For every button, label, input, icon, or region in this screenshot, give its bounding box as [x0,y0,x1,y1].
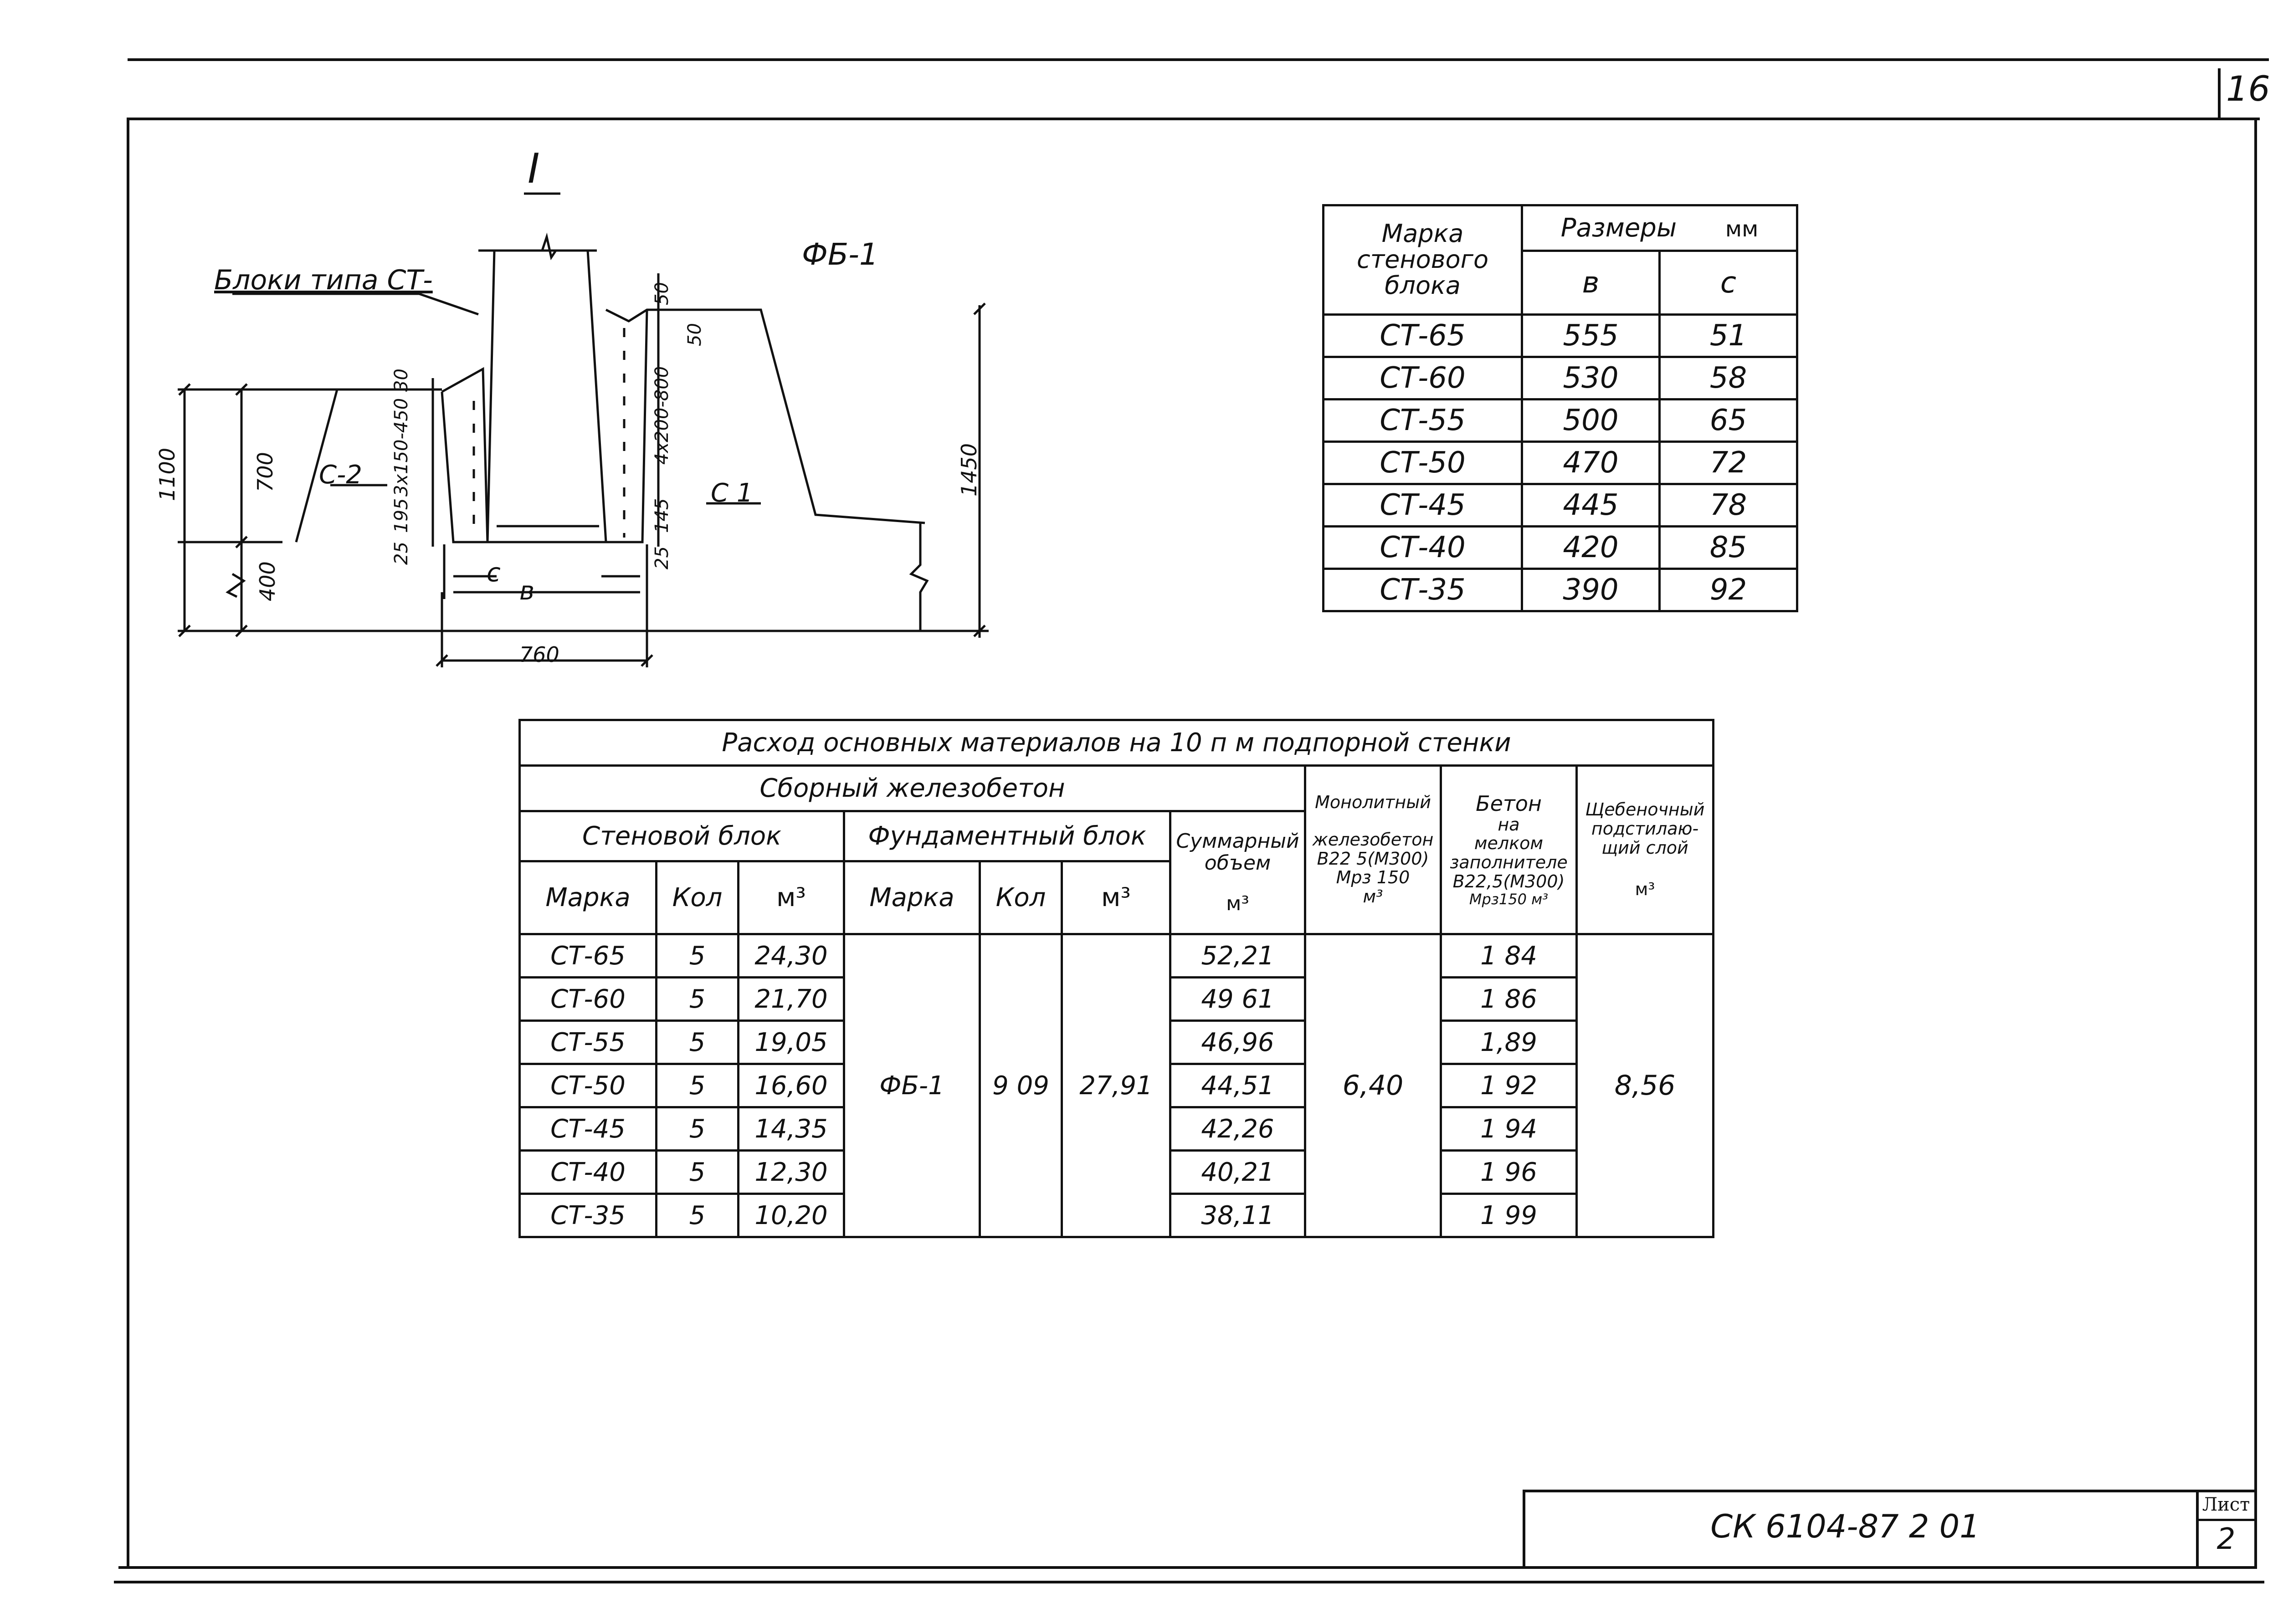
fine-concrete-cell: 1 92 [1441,1064,1577,1107]
wall-cell-m3: 19,05 [739,1021,844,1064]
total-cell: 42,26 [1170,1107,1305,1151]
sizes-cell-b: 500 [1522,400,1660,442]
sizes-header-mark: Марка стенового блока [1324,205,1522,315]
total-cell: 44,51 [1170,1064,1305,1107]
wall-cell-mark: СТ-35 [520,1194,657,1237]
monolith-cell: 6,40 [1305,934,1441,1237]
sizes-cell-c: 85 [1660,527,1797,569]
sizes-cell-b: 445 [1522,484,1660,527]
top-trim-line [128,58,2269,61]
bottom-trim-line [114,1581,2264,1583]
materials-title: Расход основных материалов на 10 п м подпорной стенки [520,720,1714,766]
wall-cell-mark: СТ-50 [520,1064,657,1107]
fine-concrete-cell: 1 94 [1441,1107,1577,1151]
sizes-cell-c: 78 [1660,484,1797,527]
header-monolith-line: Монолитный [1315,792,1431,812]
wall-cell-m3: 14,35 [739,1107,844,1151]
dim-50-b: 50 [684,323,705,346]
dim-4x200: 4x200-800 [652,366,672,465]
header-gravel [1577,766,1714,934]
total-cell: 46,96 [1170,1021,1305,1064]
sizes-cell-mark: СТ-60 [1324,357,1522,400]
stamp-sheet-divider-h [2196,1519,2255,1521]
fine-concrete-cell: 1 96 [1441,1151,1577,1194]
header-total-unit: м³ [1226,891,1249,915]
wall-cell-mark: СТ-55 [520,1021,657,1064]
retaining-wall-section-drawing [150,137,1039,711]
header-monolith-line: железобетон [1312,829,1434,850]
sizes-header-sizes [1522,205,1797,251]
fine-concrete-cell: 1 99 [1441,1194,1577,1237]
total-cell: 38,11 [1170,1194,1305,1237]
section-mark-label: I [528,145,540,193]
b-dim-label: в [519,576,535,606]
header-monolith [1305,766,1441,934]
header-precast: Сборный железобетон [520,766,1305,811]
header-wall-mark: Марка [520,861,657,934]
header-gravel-line: м³ [1635,879,1655,900]
wall-cell-mark: СТ-60 [520,978,657,1021]
header-monolith-line: В22 5(М300) [1317,848,1429,869]
sheet-label: Лист [2202,1494,2250,1515]
document-code: СК 6104-87 2 01 [1710,1508,1980,1545]
fine-concrete-cell: 1 84 [1441,934,1577,978]
wall-cell-m3: 24,30 [739,934,844,978]
wall-cell-m3: 12,30 [739,1151,844,1194]
total-cell: 49 61 [1170,978,1305,1021]
header-gravel-line: щий слой [1601,837,1688,858]
dim-760: 760 [519,642,559,667]
sizes-header-b: в [1522,251,1660,315]
c-dim-label: с [487,558,501,588]
header-wall-qty: Кол [657,861,739,934]
sizes-cell-c: 58 [1660,357,1797,400]
header-wall-block: Стеновой блок [520,811,844,861]
header-found-qty: Кол [980,861,1062,934]
sizes-cell-b: 420 [1522,527,1660,569]
found-cell-qty: 9 09 [980,934,1062,1237]
header-total [1170,811,1305,934]
dim-25-right: 25 [652,546,672,569]
dim-400: 400 [255,561,280,601]
fine-concrete-cell: 1,89 [1441,1021,1577,1064]
dim-195: 195 [391,498,412,533]
dim-3x150: 3x150-450 [391,398,412,497]
c1-label: С 1 [711,478,753,508]
header-found-block: Фундаментный блок [844,811,1170,861]
dim-700: 700 [253,452,277,492]
wall-cell-qty: 5 [657,978,739,1021]
total-cell: 40,21 [1170,1151,1305,1194]
header-wall-m3: м³ [739,861,844,934]
gravel-cell: 8,56 [1577,934,1714,1237]
sizes-cell-mark: СТ-45 [1324,484,1522,527]
wall-cell-qty: 5 [657,1107,739,1151]
found-cell-mark: ФБ-1 [844,934,980,1237]
header-monolith-line: Мрз 150 [1336,867,1410,888]
header-fine-line: заполнителе [1450,852,1568,873]
sizes-header-c: с [1660,251,1797,315]
sizes-cell-mark: СТ-35 [1324,569,1522,611]
sizes-cell-c: 92 [1660,569,1797,611]
header-fine-line: Бетон [1476,791,1542,816]
header-found-m3: м³ [1062,861,1170,934]
sheet-number: 2 [2216,1522,2236,1556]
wall-cell-mark: СТ-40 [520,1151,657,1194]
frame-top [128,118,2260,120]
dim-145: 145 [652,498,672,533]
sizes-cell-mark: СТ-65 [1324,315,1522,357]
wall-cell-qty: 5 [657,1021,739,1064]
sizes-cell-b: 530 [1522,357,1660,400]
wall-cell-qty: 5 [657,1064,739,1107]
header-fine-line: мелком [1474,833,1544,854]
dim-30: 30 [391,369,412,392]
sizes-cell-mark: СТ-40 [1324,527,1522,569]
wall-cell-m3: 21,70 [739,978,844,1021]
fb1-label: ФБ-1 [802,237,878,272]
frame-right [2254,118,2257,1566]
header-gravel-line: подстилаю- [1591,818,1699,839]
blocks-type-label: Блоки типа СТ- [214,264,433,296]
sizes-cell-c: 65 [1660,400,1797,442]
sizes-cell-mark: СТ-50 [1324,442,1522,484]
header-fine-concrete [1441,766,1577,934]
wall-cell-m3: 10,20 [739,1194,844,1237]
wall-cell-qty: 5 [657,934,739,978]
sizes-cell-c: 72 [1660,442,1797,484]
total-cell: 52,21 [1170,934,1305,978]
sizes-cell-b: 555 [1522,315,1660,357]
dim-50-a: 50 [652,282,672,305]
header-fine-line: В22,5(М300) [1452,871,1565,891]
header-total-label: Суммарный объем [1176,829,1299,875]
sizes-cell-b: 470 [1522,442,1660,484]
header-fine-line: Мрз150 м³ [1469,890,1549,908]
sizes-header-sizes-label: Размеры [1560,213,1677,243]
wall-cell-qty: 5 [657,1151,739,1194]
header-monolith-line: м³ [1363,886,1383,907]
materials-consumption-table [518,719,1714,1238]
header-gravel-line: Щебеночный [1585,799,1705,820]
header-fine-line: на [1498,814,1520,835]
dim-25-left: 25 [391,542,412,565]
sheet-corner-number: 16 [2226,68,2270,109]
wall-cell-qty: 5 [657,1194,739,1237]
c2-label: С-2 [319,460,362,490]
wall-cell-m3: 16,60 [739,1064,844,1107]
sizes-header-unit: мм [1725,216,1759,242]
dim-1100: 1100 [155,447,180,501]
sizes-cell-c: 51 [1660,315,1797,357]
dim-1450: 1450 [957,443,981,497]
corner-box-left [2218,68,2221,119]
wall-cell-mark: СТ-65 [520,934,657,978]
sizes-cell-mark: СТ-55 [1324,400,1522,442]
frame-left [127,118,129,1566]
found-cell-m3: 27,91 [1062,934,1170,1237]
header-found-mark: Марка [844,861,980,934]
wall-block-sizes-table [1322,204,1798,612]
fine-concrete-cell: 1 86 [1441,978,1577,1021]
wall-cell-mark: СТ-45 [520,1107,657,1151]
sizes-cell-b: 390 [1522,569,1660,611]
